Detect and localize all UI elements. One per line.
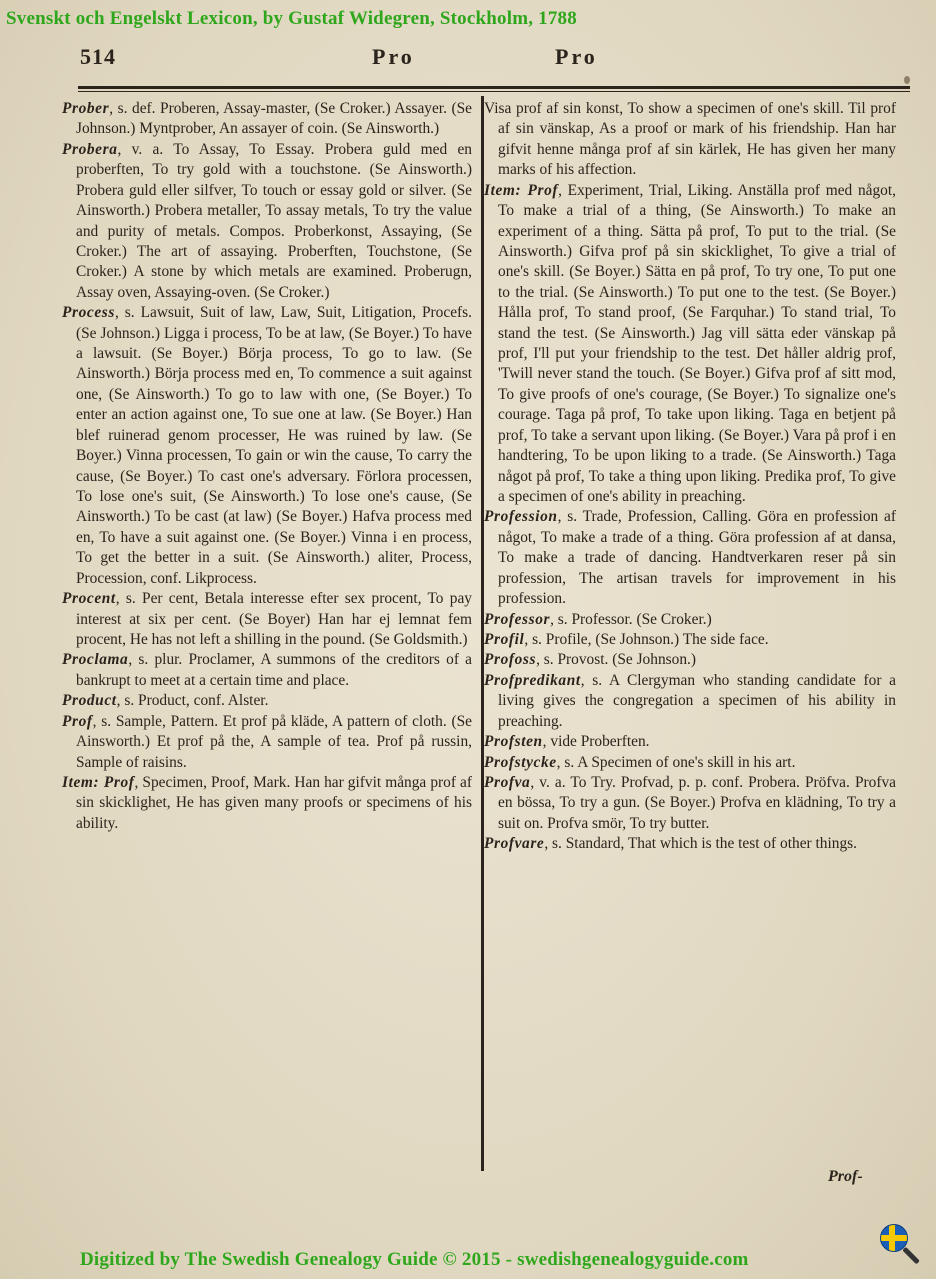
dictionary-entry [484,99,896,181]
entry-headword: Profstycke [484,753,557,771]
entry-headword: Prober [62,100,110,117]
entry-text: , s. Product, conf. Alster. [116,692,269,710]
entry-text: , v. a. To Try. Profvad, p. p. conf. Probera. Pröfva. Profva en bössa, To try a gun. (Se Boyer.) Profva en klädning, To try a suit on. Profva smör, To try butter. [498,773,896,832]
dictionary-entry [484,773,896,834]
entry-text: , s. Per cent, Betala interesse efter sex procent, To pay interest at six per cent. (Se Boyer) Han har ej lemnat fem procent, He has not left a shilling in the pound. (Se Goldsmith.) [76,590,472,648]
entry-headword: Profsten [484,733,543,751]
running-head-left: Pro [372,44,415,69]
dictionary-entry [484,753,896,773]
entry-headword: Profil [484,630,525,648]
entry-headword: Procent [62,590,116,608]
running-head-right: Pro [555,44,598,69]
entry-headword: Professor [484,610,551,628]
entry-headword: Proclama [62,651,129,669]
entry-text: , s. Professor. (Se Croker.) [550,610,712,628]
entry-text: , v. a. To Assay, To Essay. Probera guld med en proberften, To try gold with a touchstone. (Se Ainsworth.) Probera guld eller silfver, To touch or essay gold or silver. (Se Ainsworth.) Probera metaller, To assay metals, To try the value and purity of metals. Compos. Proberkonst, Assaying, (Se Croker.) The art of assaying. Proberften, Touchstone, (Se Croker.) A stone by which metals are examined. Proberugn, Assay oven, Assaying-oven. (Se Croker.) [76,140,472,301]
entry-headword: Product [62,692,117,710]
header-rule-thin [78,91,910,92]
entry-headword: Profvare [484,835,545,853]
entry-headword: Profva [484,773,531,791]
entry-text: , s. Provost. (Se Johnson.) [536,651,696,669]
dictionary-entry [62,303,472,589]
dictionary-entry [62,140,472,303]
entry-headword: Profoss [484,651,537,669]
credit-banner: Digitized by The Swedish Genealogy Guide © 2015 - swedishgenealogyguide.com [80,1249,749,1270]
ink-stain [904,76,910,84]
right-column [484,99,896,855]
entry-headword: Probera [62,140,118,158]
header-rule [78,86,910,89]
dictionary-entry [484,610,896,630]
dictionary-entry [62,650,472,691]
entry-text: , s. def. Proberen, Assay-master, (Se Croker.) Assayer. (Se Johnson.) Myntprober, An assayer of coin. (Se Ainsworth.) [76,100,472,138]
dictionary-entry [62,712,472,773]
entry-text: , s. A Specimen of one's skill in his art. [556,753,796,771]
entry-text: , s. Lawsuit, Suit of law, Law, Suit, Litigation, Procefs. (Se Johnson.) Ligga i process, To be at law, (Se Boyer.) To have a lawsuit. (Se Boyer.) Börja process, To go to law. (Se Ainsworth.) Börja process med en, To commence a suit against one, (Se Ainsworth.) To go to law with one, (Se Boyer.) To enter an action against one, To sue one at law. (Se Boyer.) Han blef ruinerad genom processer, He was ruined by law. (Se Boyer.) Vinna processen, To gain or win the cause, To carry the cause, (Se Boyer.) To cast one's adversary. Förlora processen, To lose one's suit, (Se Ainsworth.) To lose one's cause, (Se Ainsworth.) To be cast (at law) (Se Boyer.) Hafva process med en, To have a suit against one. (Se Boyer.) Vinna i en process, To get the better in a suit. (Se Ainsworth.) aliter, Process, Procession, conf. Likprocess. [76,304,472,587]
dictionary-entry [484,507,896,609]
entry-headword: Process [62,304,115,322]
dictionary-entry [484,650,896,670]
entry-text: , s. Trade, Profession, Calling. Göra en profession af något, To make a trade of a thing. Göra profession af at dansa, To make a trade of dancing. Handtverkaren reser på sin profession, The artisan travels for improvement in his profession. [498,508,896,608]
dictionary-entry [484,181,896,508]
entry-text: , vide Proberften. [542,733,650,751]
left-column [62,99,472,834]
entry-text: , s. Profile, (Se Johnson.) The side face. [524,630,769,648]
entry-headword: Item: Prof [484,181,559,199]
entry-headword: Item: Prof [62,773,135,791]
dictionary-entry [62,589,472,650]
catchword: Prof- [828,1168,863,1185]
dictionary-entry [62,99,472,140]
dictionary-entry [484,630,896,650]
dictionary-entry [484,834,896,854]
entry-text: Visa prof af sin konst, To show a specimen of one's skill. Til prof af sin vänskap, As a proof or mark of his friendship. Han har gifvit henne många prof af sin kärlek, He has given her many marks of his affection. [484,100,896,179]
entry-text: , s. Sample, Pattern. Et prof på kläde, A pattern of cloth. (Se Ainsworth.) Et prof på the, A sample of tea. Prof på russin, Sample of raisins. [76,712,472,771]
entry-headword: Prof [62,712,93,730]
entry-text: , s. plur. Proclamer, A summons of the creditors of a bankrupt to meet at a certain time and place. [76,651,472,689]
entry-text: , Experiment, Trial, Liking. Anställa prof med något, To make a trial of a thing, (Se Ainsworth.) To make an experiment of a thing. Sätta på prof, To put to the trial. (Se Ainsworth.) Gifva prof på sin skicklighet, To give a trial of one's skill. (Se Boyer.) Sätta en på prof, To try one, To put one to the trial. (Se Ainsworth.) To put one to the test. (Se Boyer.) Hålla prof, To stand proof, (Se Farquhar.) To stand trial, To stand the test. (Se Ainsworth.) Jag vill sätta eder vänskap på prof, I'll put your friendship to the test. Det håller aldrig prof, 'Twill never stand the touch. (Se Boyer.) Gifva prof af sitt mod, To give proofs of one's courage, (Se Boyer.) To signalize one's courage. Taga på prof, To take upon liking. Taga en betjent på prof, To take a servant upon liking. (Se Boyer.) Vara på prof i en handtering, To be upon liking to a trade. (Se Ainsworth.) Taga något på prof, To take a thing upon liking. Predika prof, To give a specimen of one's ability in preaching. [498,181,896,506]
dictionary-entry [484,671,896,732]
dictionary-entry [62,691,472,711]
dictionary-entry [484,732,896,752]
title-banner: Svenskt och Engelskt Lexicon, by Gustaf Widegren, Stockholm, 1788 [6,8,577,29]
page-number: 514 [80,44,116,69]
entry-text: , s. Standard, That which is the test of other things. [544,835,857,853]
entry-headword: Profession [484,508,558,526]
entry-text: , s. A Clergyman who standing candidate for a living gives the congregation a specimen of his ability in preaching. [498,671,896,730]
dictionary-entry [62,773,472,834]
entry-headword: Profpredikant [484,671,581,689]
entry-text: , Specimen, Proof, Mark. Han har gifvit många prof af sin skicklighet, He has given many proofs or specimens of his ability. [76,773,472,832]
magnifier-handle-icon [902,1247,920,1265]
